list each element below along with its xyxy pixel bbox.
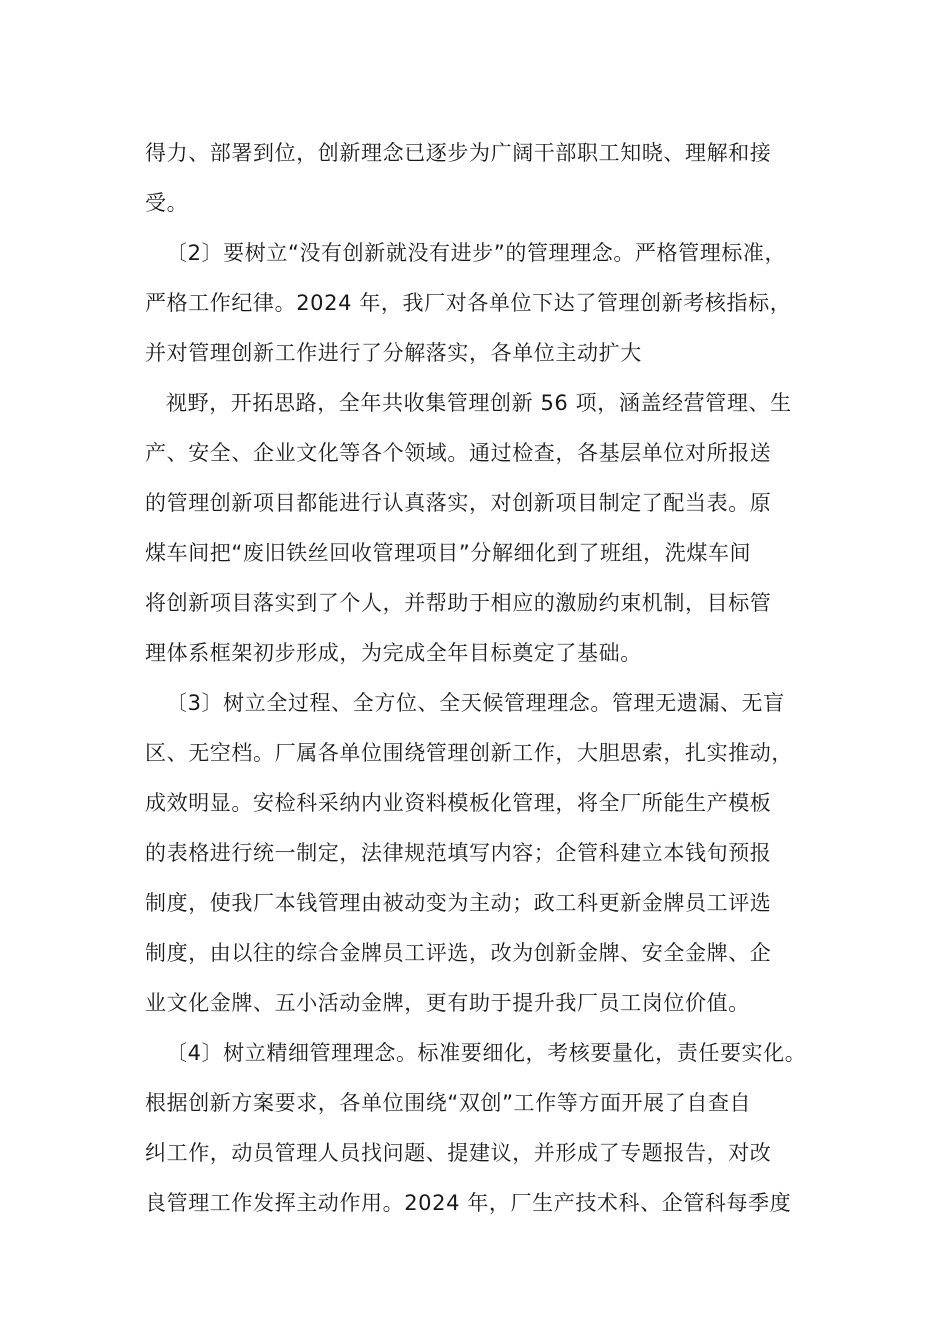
text-line: 根据创新方案要求，各单位围绕“双创”工作等方面开展了自查自	[145, 1091, 752, 1115]
text-line: 业文化金牌、五小活动金牌，更有助于提升我厂员工岗位价值。	[145, 991, 750, 1015]
paragraph-3-start: 〔3〕树立全过程、全方位、全天候管理理念。管理无遗漏、无盲	[166, 691, 785, 715]
text-line: 将创新项目落实到了个人，并帮助于相应的激励约束机制，目标管	[145, 591, 772, 615]
text-line: 成效明显。安检科采纳内业资料模板化管理，将全厂所能生产模板	[145, 791, 772, 815]
text-line: 制度，使我厂本钱管理由被动变为主动；政工科更新金牌员工评选	[145, 891, 772, 915]
text-line: 视野，开拓思路，全年共收集管理创新 56 项，涵盖经营管理、生	[166, 391, 792, 415]
text-line: 煤车间把“废旧铁丝回收管理项目”分解细化到了班组，洗煤车间	[145, 541, 752, 565]
text-line: 产、安全、企业文化等各个领域。通过检查，各基层单位对所报送	[145, 441, 772, 465]
text-line: 严格工作纪律。2024 年，我厂对各单位下达了管理创新考核指标，	[145, 291, 792, 315]
text-line: 得力、部署到位，创新理念已逐步为广阔干部职工知晓、理解和接	[145, 141, 772, 165]
text-line: 的管理创新项目都能进行认真落实，对创新项目制定了配当表。原	[145, 491, 772, 515]
paragraph-4-start: 〔4〕树立精细管理理念。标准要细化，考核要量化，责任要实化。	[166, 1041, 807, 1065]
paragraph-2-start: 〔2〕要树立“没有创新就没有进步”的管理理念。严格管理标准，	[166, 241, 787, 265]
text-line: 并对管理创新工作进行了分解落实，各单位主动扩大	[145, 341, 642, 365]
text-line: 纠工作，动员管理人员找问题、提建议，并形成了专题报告，对改	[145, 1141, 772, 1165]
text-line: 受。	[145, 191, 189, 215]
text-line: 良管理工作发挥主动作用。2024 年，厂生产技术科、企管科每季度	[145, 1191, 792, 1215]
text-line: 的表格进行统一制定，法律规范填写内容；企管科建立本钱旬预报	[145, 841, 772, 865]
text-line: 制度，由以往的综合金牌员工评选，改为创新金牌、安全金牌、企	[145, 941, 772, 965]
text-line: 理体系框架初步形成，为完成全年目标奠定了基础。	[145, 641, 642, 665]
text-line: 区、无空档。厂属各单位围绕管理创新工作，大胆思索，扎实推动，	[145, 741, 793, 765]
